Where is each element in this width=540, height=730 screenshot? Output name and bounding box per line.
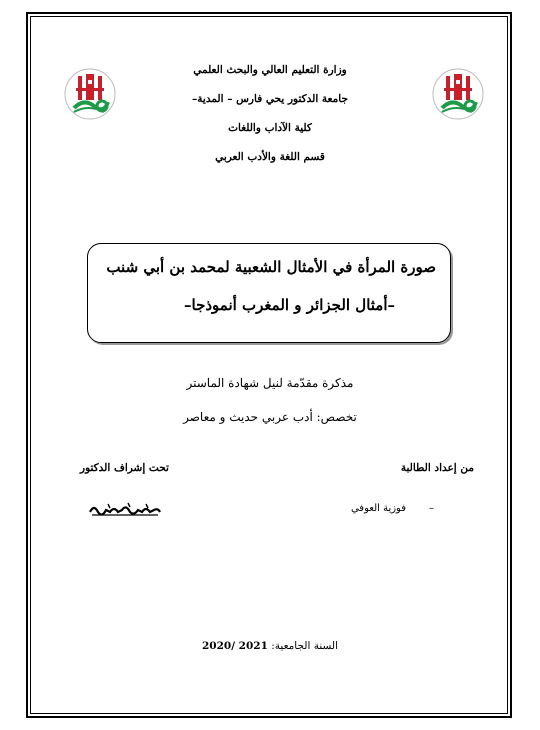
student-label: من إعداد الطالبة xyxy=(400,462,474,474)
memo-line: مذكرة مقدّمة لنيل شهادة الماستر xyxy=(186,376,354,390)
title-box xyxy=(87,243,451,343)
student-name: فوزية العوفي xyxy=(350,503,406,514)
ministry-name: وزارة التعليم العالي والبحث العلمي xyxy=(193,64,347,76)
supervisor-label: تحت إشراف الدكتور xyxy=(80,462,169,474)
university-name: جامعة الدكتور يحي فارس – المدية– xyxy=(192,93,348,105)
academic-year-label: السنة الجامعية: xyxy=(271,640,339,652)
department-name: قسم اللغة والأدب العربي xyxy=(215,151,325,163)
specialty-line: تخصص: أدب عربي حديث و معاصر xyxy=(183,410,357,424)
thesis-subtitle: –أمثال الجزائر و المغرب أنموذجا– xyxy=(184,296,395,314)
student-dash: – xyxy=(429,503,434,514)
thesis-title: صورة المرأة في الأمثال الشعبية لمحمد بن أبي شنب xyxy=(106,258,436,276)
page-border-inner xyxy=(30,16,508,714)
academic-year-value: 2020/ 2021 xyxy=(201,640,268,652)
academic-year xyxy=(0,640,540,652)
faculty-name: كلية الآداب واللغات xyxy=(228,122,312,134)
signature-icon xyxy=(88,500,162,520)
